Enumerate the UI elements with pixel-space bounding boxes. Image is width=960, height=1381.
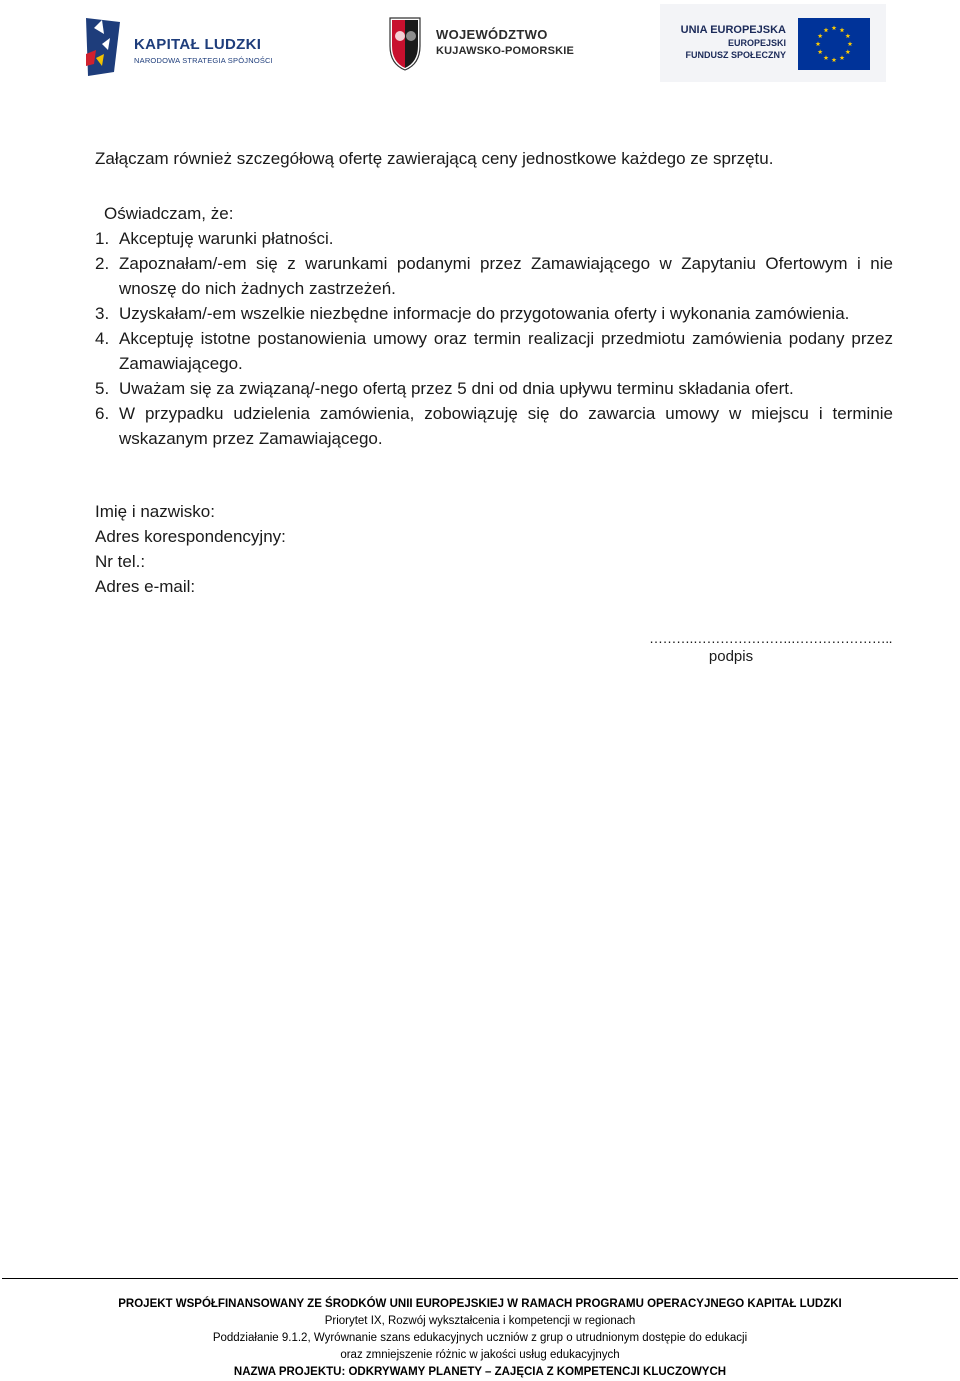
list-item-number: 5.	[95, 379, 110, 398]
name-field-label: Imię i nazwisko:	[95, 502, 215, 521]
kapital-ludzki-logo	[82, 14, 282, 80]
list-item-number: 2.	[95, 254, 110, 273]
eu-line2: EUROPEJSKI	[727, 38, 786, 48]
eu-line3: FUNDUSZ SPOŁECZNY	[685, 50, 786, 60]
list-item-text: Akceptuję istotne postanowienia umowy oraz termin realizacji przedmiotu zamówienia podany przez Zamawiającego.	[119, 329, 893, 373]
list-item-number: 6.	[95, 404, 110, 423]
eu-line1: UNIA EUROPEJSKA	[680, 24, 786, 36]
list-item-text: W przypadku udzielenia zamówienia, zobowiązuję się do zawarcia umowy w miejscu i terminie wskazanym przez Zamawiającego.	[119, 404, 893, 448]
list-item-number: 1.	[95, 229, 110, 248]
signature-line: ……….………………….…………………..	[648, 630, 892, 646]
list-item	[95, 301, 893, 326]
list-item-number: 4.	[95, 329, 110, 348]
signature-block	[580, 630, 892, 665]
list-item-text: Zapoznałam/-em się z warunkami podanymi przez Zamawiającego w Zapytaniu Ofertowym i nie wnoszę do nich żadnych zastrzeżeń.	[119, 254, 893, 298]
list-item	[95, 401, 893, 451]
footer-divider	[2, 1278, 958, 1279]
phone-field-label: Nr tel.:	[95, 552, 146, 571]
list-item	[95, 251, 893, 301]
list-item	[95, 326, 893, 376]
eu-flag-icon	[798, 18, 870, 70]
eu-logo	[660, 4, 886, 82]
footer-line1: PROJEKT WSPÓŁFINANSOWANY ZE ŚRODKÓW UNII EUROPEJSKIEJ W RAMACH PROGRAMU OPERACYJNEGO KAPITAŁ LUDZKI	[118, 1298, 842, 1310]
statement-intro: Oświadczam, że:	[104, 204, 234, 223]
list-item-number: 3.	[95, 304, 110, 323]
list-item-text: Uzyskałam/-em wszelkie niezbędne informacje do przygotowania oferty i wykonania zamówienia.	[119, 304, 850, 323]
list-item	[95, 376, 893, 401]
kapital-ludzki-title: KAPITAŁ LUDZKI	[134, 36, 262, 53]
footer-line5: NAZWA PROJEKTU: ODKRYWAMY PLANETY – ZAJĘCIA Z KOMPETENCJI KLUCZOWYCH	[233, 1366, 727, 1378]
list-item-text: Akceptuję warunki płatności.	[119, 229, 334, 248]
email-field-label: Adres e-mail:	[95, 577, 196, 596]
declarations-list	[95, 226, 893, 451]
list-item	[95, 226, 893, 251]
address-field-label: Adres korespondencyjny:	[95, 527, 286, 546]
kapital-ludzki-logo-icon	[82, 14, 130, 80]
signature-label: podpis	[708, 648, 754, 665]
list-item-text: Uważam się za związaną/-nego ofertą przez 5 dni od dnia upływu terminu składania ofert.	[119, 379, 794, 398]
wojewodztwo-logo	[388, 16, 588, 72]
eu-text	[681, 24, 786, 61]
footer-line2: Priorytet IX, Rozwój wykształcenia i kompetencji w regionach	[324, 1315, 636, 1327]
wojewodztwo-line1: WOJEWÓDZTWO	[436, 27, 548, 42]
kapital-ludzki-subtitle: NARODOWA STRATEGIA SPÓJNOŚCI	[134, 56, 273, 65]
intro-paragraph: Załączam również szczegółową ofertę zawierającą ceny jednostkowe każdego ze sprzętu.	[95, 149, 774, 168]
contact-fields	[95, 499, 286, 599]
coat-of-arms-icon	[388, 16, 430, 72]
wojewodztwo-line2: KUJAWSKO-POMORSKIE	[436, 45, 575, 57]
footer-line3: Poddziałanie 9.1.2, Wyrównanie szans edukacyjnych uczniów z grup o utrudnionym dostępie do edukacji	[212, 1332, 748, 1344]
footer-line4: oraz zmniejszenie różnic w jakości usług edukacyjnych	[340, 1349, 620, 1361]
footer	[0, 1296, 960, 1381]
